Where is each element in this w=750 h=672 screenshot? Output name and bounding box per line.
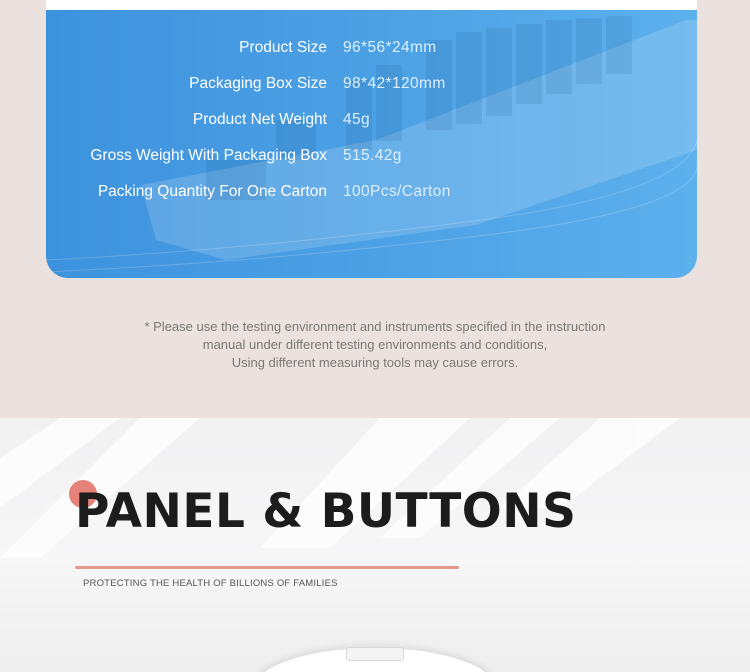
spec-value: 100Pcs/Carton	[343, 183, 451, 200]
spec-label: Product Net Weight	[192, 111, 327, 128]
spec-row	[46, 72, 697, 96]
card-top-strip	[46, 0, 697, 10]
spec-row	[46, 144, 697, 168]
title-underline	[75, 566, 459, 569]
spec-value: 98*42*120mm	[343, 75, 446, 92]
spec-row	[46, 36, 697, 60]
disclaimer-text	[0, 318, 750, 372]
spec-value: 45g	[343, 111, 371, 128]
section-title: PANEL & BUTTONS	[75, 484, 577, 539]
spec-label: Gross Weight With Packaging Box	[90, 147, 327, 164]
spec-label: Packaging Box Size	[189, 75, 327, 92]
disclaimer-line: * Please use the testing environment and instruments specified in the instruction	[144, 319, 606, 334]
spec-label: Product Size	[239, 39, 327, 56]
spec-row	[46, 180, 697, 204]
spec-value: 96*56*24mm	[343, 39, 437, 56]
section-subtitle: PROTECTING THE HEALTH OF BILLIONS OF FAMILIES	[83, 578, 338, 589]
spec-card	[46, 10, 697, 278]
disclaimer-line: Using different measuring tools may cause errors.	[231, 355, 519, 370]
disclaimer-line: manual under different testing environments and conditions,	[202, 337, 548, 352]
light-streak-background	[0, 418, 750, 672]
spec-value: 515.42g	[343, 147, 402, 164]
spec-row	[46, 108, 697, 132]
spec-label: Packing Quantity For One Carton	[97, 183, 327, 200]
panel-buttons-section	[0, 418, 750, 672]
device-panel-tab	[346, 647, 404, 661]
